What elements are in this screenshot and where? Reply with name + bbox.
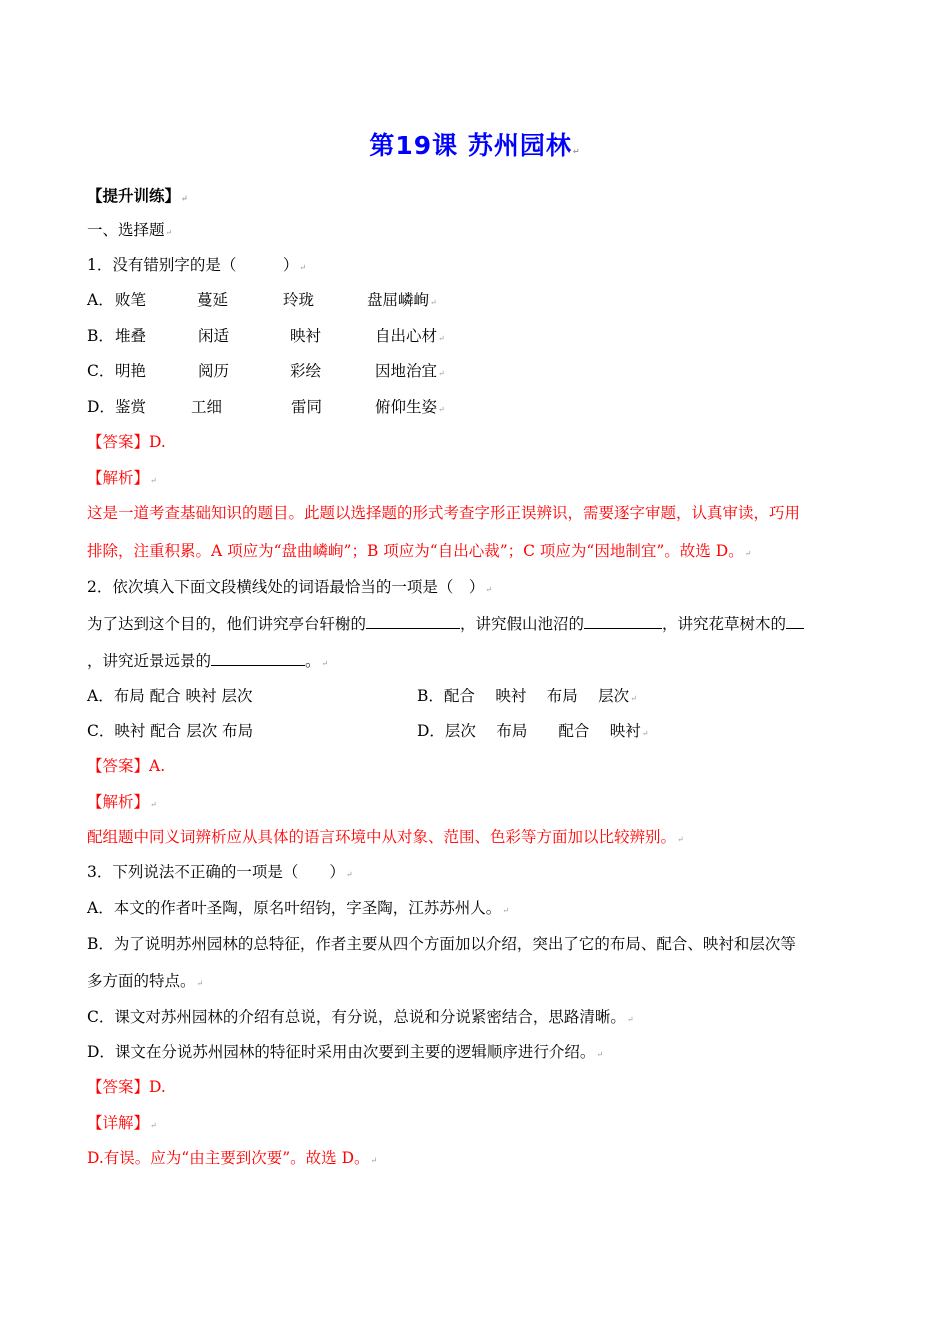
q2-passage-line1: 为了达到这个目的，他们讲究亭台轩榭的 ，讲究假山池沼的 ，讲究花草树木的 <box>87 613 804 634</box>
q3-detail: D.有误。应为“由主要到次要”。故选 D。↵ <box>87 1149 378 1167</box>
q3-answer: 【答案】D. <box>87 1078 166 1096</box>
q1-option-b: B． 堆叠 闲适 映衬 自出心材↵ <box>87 327 445 345</box>
section-one-heading: 一、选择题↵ <box>87 221 173 239</box>
blank-1 <box>366 613 460 629</box>
section-header: 【提升训练】↵ <box>87 186 188 205</box>
q2-analysis: 配组题中同义词辨析应从具体的语言环境中从对象、范围、色彩等方面加以比较辨别。↵ <box>87 828 684 846</box>
q1-stem: 1．没有错别字的是（ ）↵ <box>87 256 307 274</box>
page-title: 第19课 苏州园林↵ <box>369 131 581 160</box>
q1-analysis-line1: 这是一道考查基础知识的题目。此题以选择题的形式考查字形正误辨识，需要逐字审题，认真审读，巧用 <box>87 504 801 522</box>
q2-stem: 2．依次填入下面文段横线处的词语最恰当的一项是（ ）↵ <box>87 578 493 596</box>
blank-4 <box>211 650 305 666</box>
q2-option-c: C．映衬 配合 层次 布局 <box>87 722 254 740</box>
q1-option-d: D． 鉴赏 工细 雷同 俯仰生姿↵ <box>87 398 445 416</box>
blank-3 <box>786 613 804 629</box>
q3-option-b-line2: 多方面的特点。↵ <box>87 972 204 990</box>
q2-answer: 【答案】A. <box>87 757 166 775</box>
q3-option-c: C．课文对苏州园林的介绍有总说，有分说，总说和分说紧密结合，思路清晰。↵ <box>87 1008 634 1026</box>
blank-2 <box>584 613 662 629</box>
q1-analysis-line2: 排除，注重积累。A 项应为“盘曲嶙峋”；B 项应为“自出心裁”；C 项应为“因地制宜”。故选 D。↵ <box>87 542 752 560</box>
q2-option-d: D．层次 布局 配合 映衬↵ <box>417 722 649 740</box>
q1-option-a: A． 败笔 蔓延 玲珑 盘屈嶙峋↵ <box>87 291 437 309</box>
q2-option-a: A．布局 配合 映衬 层次 <box>87 687 253 705</box>
q3-option-b-line1: B．为了说明苏州园林的总特征，作者主要从四个方面加以介绍，突出了它的布局、配合、映衬和层次等 <box>87 935 796 953</box>
q3-option-a: A．本文的作者叶圣陶，原名叶绍钧，字圣陶，江苏苏州人。↵ <box>87 899 509 917</box>
q1-answer: 【答案】D. <box>87 433 166 451</box>
q3-detail-label: 【详解】↵ <box>87 1114 157 1132</box>
q1-option-c: C． 明艳 阅历 彩绘 因地治宜↵ <box>87 362 445 380</box>
q2-analysis-label: 【解析】↵ <box>87 793 157 811</box>
q3-option-d: D．课文在分说苏州园林的特征时采用由次要到主要的逻辑顺序进行介绍。↵ <box>87 1043 604 1061</box>
q2-option-b: B．配合 映衬 布局 层次↵ <box>417 687 637 705</box>
q2-passage-line2: ，讲究近景远景的 。↵ <box>87 652 329 670</box>
q3-stem: 3．下列说法不正确的一项是（ ）↵ <box>87 863 353 881</box>
q1-analysis-label: 【解析】↵ <box>87 469 157 487</box>
